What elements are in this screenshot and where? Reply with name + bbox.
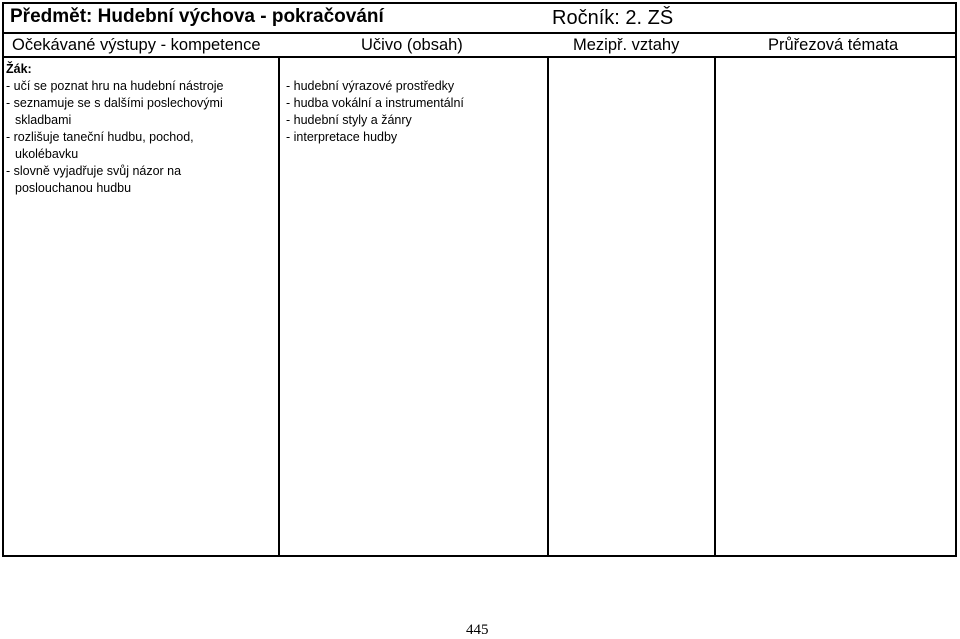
output-item: ukolébavku [15, 147, 79, 161]
content-item: - hudební styly a žánry [286, 113, 412, 127]
column-header-outputs: Očekávané výstupy - kompetence [12, 36, 261, 54]
pupil-label: Žák: [6, 62, 32, 76]
column-header-row [2, 34, 957, 58]
column-divider [278, 58, 280, 557]
column-header-content: Učivo (obsah) [361, 36, 463, 54]
output-item: poslouchanou hudbu [15, 181, 132, 195]
output-item: skladbami [15, 113, 72, 127]
column-divider [547, 58, 549, 557]
subject-title: Předmět: Hudební výchova - pokračování [10, 6, 384, 27]
page-number: 445 [466, 622, 489, 638]
column-divider [714, 58, 716, 557]
grade-label: Ročník: 2. ZŠ [552, 7, 674, 29]
content-item: - interpretace hudby [286, 130, 398, 144]
outputs-cell [6, 61, 224, 197]
output-item: - slovně vyjadřuje svůj názor na [6, 164, 182, 178]
content-item: - hudba vokální a instrumentální [286, 96, 464, 110]
output-item: - rozlišuje taneční hudbu, pochod, [6, 130, 194, 144]
column-header-themes: Průřezová témata [768, 36, 899, 54]
column-header-relations: Mezipř. vztahy [573, 36, 680, 54]
content-item: - hudební výrazové prostředky [286, 79, 455, 93]
output-item: - seznamuje se s dalšími poslechovými [6, 96, 223, 110]
title-row [2, 2, 957, 34]
output-item: - učí se poznat hru na hudební nástroje [6, 79, 224, 93]
content-cell [286, 78, 464, 146]
